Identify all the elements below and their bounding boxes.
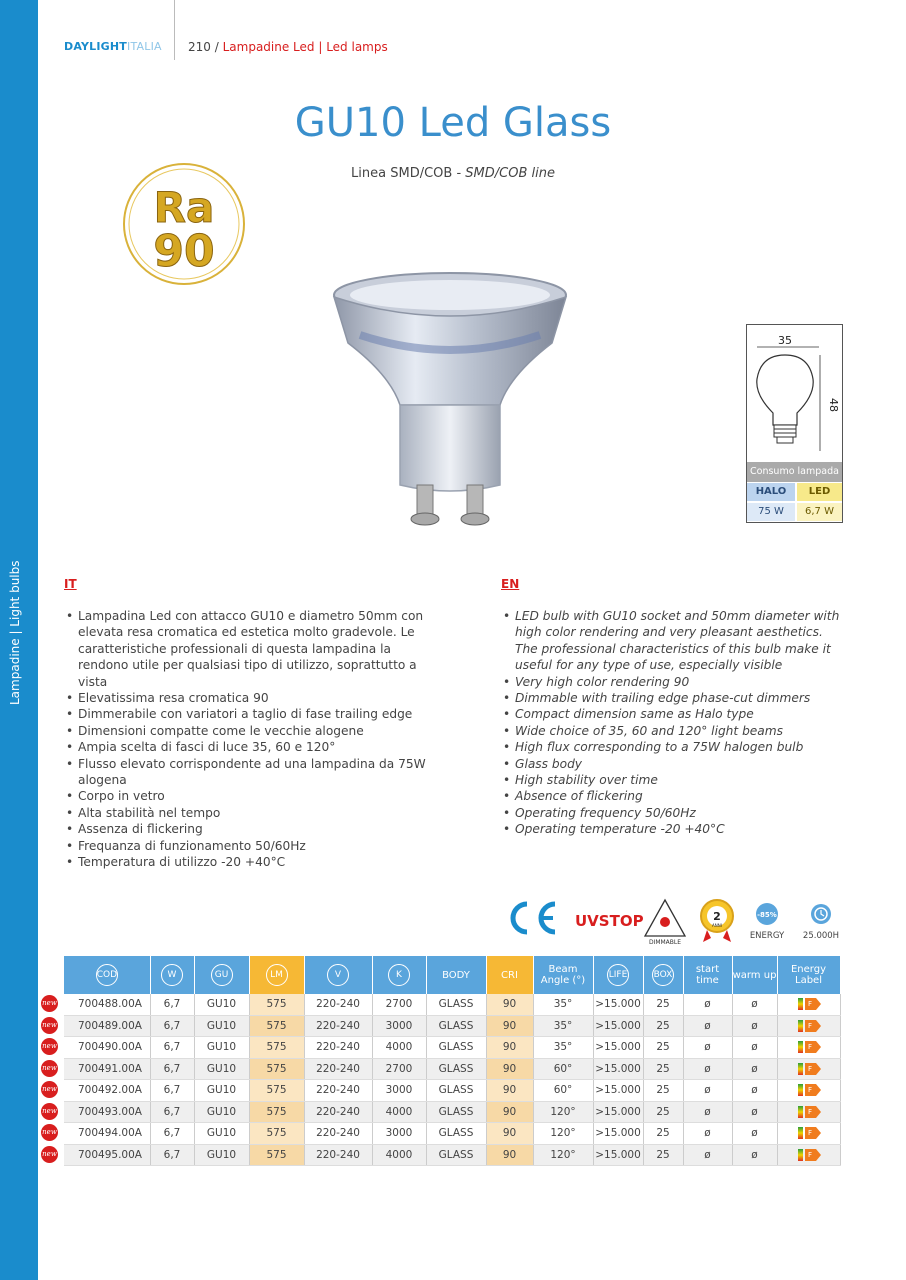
cell-voltage: 220-240 [304,1101,372,1123]
breadcrumb [188,40,388,54]
brand-logo-light: ITALIA [127,40,162,53]
uvstop-icon [575,912,644,930]
new-badge: new [41,1081,58,1098]
table-row [64,1123,840,1145]
energy-saving-value: -85% [757,911,777,919]
cell-energy-label [777,1037,840,1059]
led-header: LED [797,483,842,501]
cell-body: GLASS [426,1080,486,1102]
watt-icon: W [161,964,183,986]
feature-item: • Glass body [501,756,841,772]
col-volt [304,956,372,994]
energy-class-icon [798,1063,820,1075]
cell-warm-up: ø [732,1144,777,1166]
feature-item: • LED bulb with GU10 socket and 50mm diameter with high color rendering and very pleasant aesthetics. The professional characteristics of this bulb make it useful for any type of use, especially visible [501,608,841,674]
cell-body: GLASS [426,1015,486,1037]
spec-table-body [64,994,840,1166]
cell-lifetime: >15.000 [593,1015,643,1037]
sidebar [0,0,38,1280]
cell-socket: GU10 [194,1015,249,1037]
cell-beam-angle: 60° [533,1080,593,1102]
cell-beam-angle: 60° [533,1058,593,1080]
spec-table [64,956,841,1166]
cell-voltage: 220-240 [304,994,372,1015]
cell-lumen: 575 [249,1037,304,1059]
energy-class: F [805,1127,816,1139]
cell-energy-label [777,1015,840,1037]
cell-lumen: 575 [249,1144,304,1166]
cell-lifetime: >15.000 [593,1058,643,1080]
cell-warm-up: ø [732,1101,777,1123]
cell-start-time: ø [683,994,732,1015]
cell-energy-label [777,1123,840,1145]
uvstop-label: UVSTOP [575,912,644,930]
cell-lifetime: >15.000 [593,1101,643,1123]
cell-lumen: 575 [249,1058,304,1080]
cell-product-code: 700492.00A [64,1080,150,1102]
feature-item: • High stability over time [501,772,841,788]
cell-start-time: ø [683,1144,732,1166]
lang-tag-it: IT [64,577,77,591]
cell-energy-label [777,994,840,1015]
cell-voltage: 220-240 [304,1123,372,1145]
energy-class-icon [798,1106,820,1118]
cell-product-code: 700488.00A [64,994,150,1015]
lifetime-icon [803,904,839,941]
lifetime-hours-icon: LIFE [607,964,629,986]
cell-box-qty: 25 [643,1144,683,1166]
box-quantity-icon: BOX [652,964,674,986]
feature-item: • Lampadina Led con attacco GU10 e diametro 50mm con elevata resa cromatica ed estetica molto gradevole. Le caratteristiche professionali di questa lampadina la rendono utile per qualsiasi tipo di utilizzo, soprattutto a vista [64,608,444,690]
brand-logo [64,40,162,53]
cell-energy-label [777,1144,840,1166]
cell-energy-label [777,1080,840,1102]
page-number: 210 / [188,40,219,54]
cell-lumen: 575 [249,1080,304,1102]
col-watt [150,956,194,994]
cell-cri: 90 [486,1101,533,1123]
feature-item: • Absence of flickering [501,788,841,804]
bulb-outline-icon [747,325,842,462]
new-badge: new [41,1017,58,1034]
cell-watt: 6,7 [150,1037,194,1059]
feature-item: • Dimmerabile con variatori a taglio di fase trailing edge [64,706,444,722]
cell-lifetime: >15.000 [593,994,643,1015]
cell-product-code: 700493.00A [64,1101,150,1123]
feature-item: • Alta stabilità nel tempo [64,805,444,821]
cell-voltage: 220-240 [304,1037,372,1059]
cell-body: GLASS [426,1123,486,1145]
cell-product-code: 700490.00A [64,1037,150,1059]
cell-energy-label [777,1058,840,1080]
table-row [64,1101,840,1123]
cell-energy-label [777,1101,840,1123]
cell-socket: GU10 [194,1144,249,1166]
cell-warm-up: ø [732,1123,777,1145]
table-row [64,1144,840,1166]
table-row [64,994,840,1015]
col-energy-label: Energy Label [777,956,840,994]
energy-class-icon [798,1127,820,1139]
feature-item: • Compact dimension same as Halo type [501,706,841,722]
new-badge: new [41,1146,58,1163]
energy-class: F [805,1106,816,1118]
warranty-unit: ANNI [712,923,722,928]
cell-box-qty: 25 [643,1123,683,1145]
socket-icon: GU [211,964,233,986]
cell-watt: 6,7 [150,1123,194,1145]
feature-list-en [501,608,841,838]
cell-warm-up: ø [732,1015,777,1037]
cell-beam-angle: 35° [533,1015,593,1037]
new-badge: new [41,995,58,1012]
feature-item: • Ampia scelta di fasci di luce 35, 60 e 120° [64,739,444,755]
warranty-years: 2 [713,910,721,923]
cell-cri: 90 [486,1123,533,1145]
cell-lumen: 575 [249,1123,304,1145]
product-code-icon: COD [96,964,118,986]
col-body: BODY [426,956,486,994]
cell-start-time: ø [683,1037,732,1059]
product-photo [320,265,580,535]
new-badge: new [41,1060,58,1077]
cell-product-code: 700489.00A [64,1015,150,1037]
ra90-badge-icon [120,160,248,288]
cell-kelvin: 3000 [372,1123,426,1145]
col-start-time: start time [683,956,732,994]
cell-beam-angle: 120° [533,1144,593,1166]
cell-socket: GU10 [194,1080,249,1102]
lang-tag-en: EN [501,577,520,591]
cell-warm-up: ø [732,1037,777,1059]
new-badge: new [41,1103,58,1120]
cell-lumen: 575 [249,1101,304,1123]
dimmable-label: DIMMABLE [648,939,682,946]
cell-kelvin: 3000 [372,1080,426,1102]
cell-box-qty: 25 [643,1058,683,1080]
cell-watt: 6,7 [150,1144,194,1166]
cell-socket: GU10 [194,1101,249,1123]
col-code [64,956,150,994]
cell-kelvin: 4000 [372,1037,426,1059]
cell-product-code: 700495.00A [64,1144,150,1166]
cell-kelvin: 2700 [372,994,426,1015]
ra-badge-bottom: 90 [153,226,215,277]
cell-box-qty: 25 [643,1080,683,1102]
cell-start-time: ø [683,1080,732,1102]
cell-cri: 90 [486,1058,533,1080]
cell-cri: 90 [486,1037,533,1059]
breadcrumb-category: Lampadine Led | Led lamps [222,40,388,54]
feature-item: • Dimensioni compatte come le vecchie alogene [64,723,444,739]
cell-start-time: ø [683,1101,732,1123]
energy-class: F [805,1084,816,1096]
feature-item: • Flusso elevato corrispondente ad una lampadina da 75W alogena [64,756,444,789]
volt-icon: V [327,964,349,986]
col-lifetime [593,956,643,994]
feature-item: • High flux corresponding to a 75W halogen bulb [501,739,841,755]
cell-kelvin: 3000 [372,1015,426,1037]
cell-lifetime: >15.000 [593,1123,643,1145]
col-kelvin [372,956,426,994]
lifetime-label: 25.000H [802,931,840,941]
cell-watt: 6,7 [150,994,194,1015]
cell-box-qty: 25 [643,1101,683,1123]
feature-item: • Corpo in vetro [64,788,444,804]
cell-cri: 90 [486,1144,533,1166]
table-row [64,1015,840,1037]
energy-class: F [805,1063,816,1075]
cell-watt: 6,7 [150,1101,194,1123]
cell-voltage: 220-240 [304,1058,372,1080]
cell-warm-up: ø [732,994,777,1015]
cell-lumen: 575 [249,994,304,1015]
cell-body: GLASS [426,1037,486,1059]
lumen-icon: LM [266,964,288,986]
led-value: 6,7 W [797,503,842,521]
feature-item: • Elevatissima resa cromatica 90 [64,690,444,706]
halo-value: 75 W [747,503,795,521]
table-row [64,1080,840,1102]
page-title: GU10 Led Glass [294,100,612,146]
dimmable-icon [645,900,685,946]
cell-socket: GU10 [194,1037,249,1059]
cell-socket: GU10 [194,1058,249,1080]
cell-beam-angle: 35° [533,994,593,1015]
energy-class: F [805,1020,816,1032]
energy-class: F [805,1149,816,1161]
new-badge: new [41,1124,58,1141]
cell-voltage: 220-240 [304,1080,372,1102]
cell-kelvin: 4000 [372,1101,426,1123]
cell-box-qty: 25 [643,1015,683,1037]
cell-box-qty: 25 [643,994,683,1015]
cell-box-qty: 25 [643,1037,683,1059]
kelvin-icon: K [388,964,410,986]
cell-cri: 90 [486,1015,533,1037]
subtitle-it: Linea SMD/COB - [351,166,462,181]
cell-beam-angle: 35° [533,1037,593,1059]
energy-saving-icon [750,903,785,941]
subtitle-en: SMD/COB line [465,166,555,181]
brand-logo-bold: DAYLIGHT [64,40,127,53]
cell-product-code: 700494.00A [64,1123,150,1145]
cell-body: GLASS [426,1101,486,1123]
cell-kelvin: 2700 [372,1058,426,1080]
energy-class-icon [798,998,820,1010]
feature-item: • Operating temperature -20 +40°C [501,821,841,837]
col-warm-up: warm up [732,956,777,994]
cell-beam-angle: 120° [533,1101,593,1123]
energy-class-icon [798,1149,820,1161]
col-beam: Beam Angle (°) [533,956,593,994]
feature-item: • Operating frequency 50/60Hz [501,805,841,821]
halo-header: HALO [747,483,795,501]
consumption-label: Consumo lampada [747,462,842,482]
col-lumen [249,956,304,994]
col-box [643,956,683,994]
feature-list-it [64,608,444,871]
feature-item: • Temperatura di utilizzo -20 +40°C [64,854,444,870]
dimension-height: 48 [827,398,840,412]
cell-beam-angle: 120° [533,1123,593,1145]
warranty-icon [701,900,733,942]
feature-item: • Assenza di flickering [64,821,444,837]
cell-product-code: 700491.00A [64,1058,150,1080]
cell-lifetime: >15.000 [593,1037,643,1059]
certification-icons [505,898,845,946]
energy-class: F [805,1041,816,1053]
feature-item: • Dimmable with trailing edge phase-cut dimmers [501,690,841,706]
cell-body: GLASS [426,1058,486,1080]
sidebar-label: Lampadine | Light bulbs [8,560,22,705]
energy-saving-label: ENERGY [749,931,785,941]
cell-watt: 6,7 [150,1058,194,1080]
cell-socket: GU10 [194,994,249,1015]
cell-voltage: 220-240 [304,1015,372,1037]
energy-class-icon [798,1041,820,1053]
cell-kelvin: 4000 [372,1144,426,1166]
feature-item: • Frequanza di funzionamento 50/60Hz [64,838,444,854]
table-header [64,956,840,994]
cell-start-time: ø [683,1123,732,1145]
energy-class: F [805,998,816,1010]
cell-start-time: ø [683,1015,732,1037]
cell-body: GLASS [426,1144,486,1166]
table-row [64,1058,840,1080]
cell-watt: 6,7 [150,1015,194,1037]
feature-item: • Wide choice of 35, 60 and 120° light beams [501,723,841,739]
cell-start-time: ø [683,1058,732,1080]
ra-badge-top: Ra [153,183,215,232]
cell-lifetime: >15.000 [593,1080,643,1102]
cell-cri: 90 [486,994,533,1015]
cell-warm-up: ø [732,1080,777,1102]
cell-watt: 6,7 [150,1080,194,1102]
col-cri: CRI [486,956,533,994]
new-badge: new [41,1038,58,1055]
cell-voltage: 220-240 [304,1144,372,1166]
cell-lifetime: >15.000 [593,1144,643,1166]
cell-body: GLASS [426,994,486,1015]
col-socket [194,956,249,994]
table-row [64,1037,840,1059]
cell-lumen: 575 [249,1015,304,1037]
dimension-width: 35 [778,334,792,347]
feature-item: • Very high color rendering 90 [501,674,841,690]
energy-class-icon [798,1020,820,1032]
header-divider [174,0,175,60]
energy-class-icon [798,1084,820,1096]
ce-mark-icon [513,904,555,932]
cell-socket: GU10 [194,1123,249,1145]
cell-cri: 90 [486,1080,533,1102]
cell-warm-up: ø [732,1058,777,1080]
dimensions-box [746,324,843,523]
